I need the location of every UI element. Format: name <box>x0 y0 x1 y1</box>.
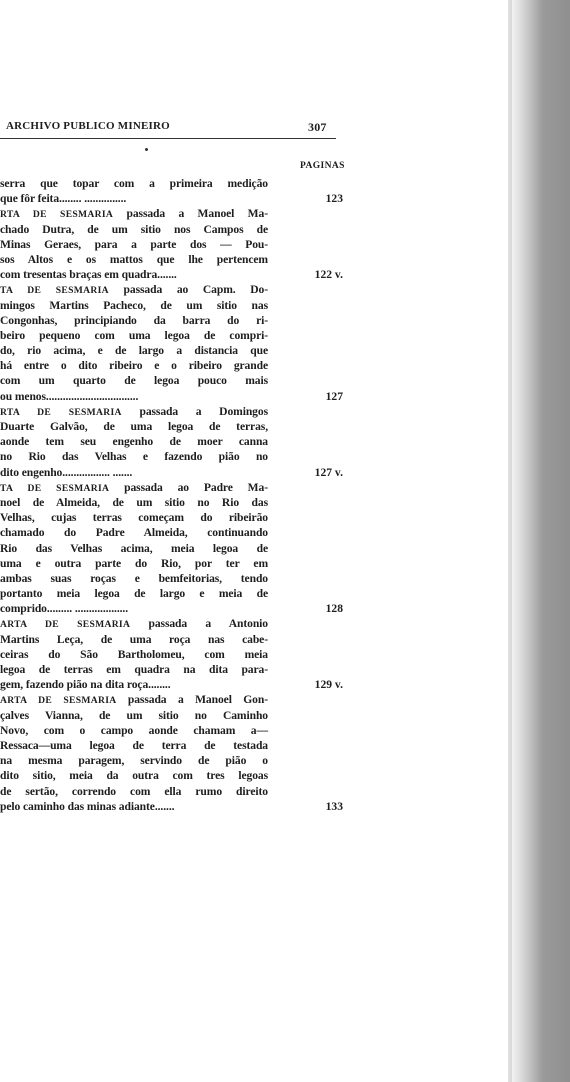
running-title: ARCHIVO PUBLICO MINEIRO <box>6 120 170 132</box>
entry-text: do, rio acima, e de largo a distancia que <box>0 344 268 358</box>
entry-line <box>0 495 268 510</box>
page-reference: 128 <box>325 602 343 616</box>
entry-text: legoa de terras em quadra na dita para- <box>0 663 268 676</box>
entry-line <box>0 662 268 677</box>
page-reference: 123 <box>325 192 343 206</box>
entry-line <box>0 541 268 556</box>
index-entry <box>0 282 345 404</box>
entry-text: Congonhas, principiando da barra do ri- <box>0 313 268 327</box>
entry-line <box>0 404 268 419</box>
entry-text: ou menos................................. <box>0 389 139 403</box>
entry-text: dito sitio, meia da outra com tres legoas <box>0 769 268 783</box>
entry-line <box>0 753 268 768</box>
page-reference: 133 <box>325 799 343 813</box>
page-reference: 129 v. <box>314 678 343 692</box>
entry-line <box>0 799 268 814</box>
entry-line <box>0 373 268 388</box>
entry-text: na mesma paragem, servindo de pião o <box>0 754 268 768</box>
index-entry <box>0 404 345 480</box>
entry-text: há entre o dito ribeiro e o ribeiro grande <box>0 359 268 373</box>
entry-line <box>0 768 268 783</box>
entry-text: Ressaca—uma legoa de terra de testada <box>0 738 268 752</box>
entry-text: passada ao Padre Ma- <box>109 480 268 494</box>
entry-line <box>0 525 268 540</box>
entry-text: Minas Geraes, para a parte dos — Pou- <box>0 237 268 251</box>
entry-line <box>0 738 268 753</box>
printer-dot <box>145 148 148 151</box>
page-edge <box>508 0 512 1082</box>
entry-text: passada a Domingos <box>121 404 268 418</box>
entry-text: pelo caminho das minas adiante....... <box>0 799 175 813</box>
entry-text: chado Dutra, de um sitio nos Campos de <box>0 222 268 236</box>
entry-line <box>0 723 268 738</box>
entry-line <box>0 632 268 647</box>
entry-line <box>0 419 268 434</box>
index-entry <box>0 480 345 617</box>
entry-text: uma e outra parte do Rio, por ter em <box>0 556 268 570</box>
paginas-column-heading: PAGINAS <box>300 161 345 171</box>
entry-text: dito engenho................. ....... <box>0 465 133 479</box>
entry-text: mingos Martins Pacheco, de um sitio nas <box>0 298 268 312</box>
index-entry <box>0 692 345 814</box>
entry-line <box>0 222 268 237</box>
entry-text: çalves Vianna, de um sitio no Caminho <box>0 708 268 722</box>
entry-line <box>0 692 268 707</box>
entry-text: aonde tem seu engenho de moer canna <box>0 435 268 449</box>
entry-text: que fôr feita........ ............... <box>0 192 127 206</box>
entry-line <box>0 434 268 449</box>
entry-text: passada ao Capm. Do- <box>108 283 268 297</box>
entry-line <box>0 586 268 601</box>
entry-line <box>0 252 268 267</box>
entry-line <box>0 313 268 328</box>
entry-line <box>0 510 268 525</box>
entry-lead-smallcaps: ARTA DE SESMARIA <box>0 619 131 631</box>
index-entry <box>0 616 345 692</box>
entry-text: chamado do Padre Almeida, continuando <box>0 526 268 540</box>
entry-line <box>0 389 268 404</box>
entry-line <box>0 556 268 571</box>
entry-text: comprido......... ................... <box>0 602 129 616</box>
entry-line <box>0 267 268 282</box>
entry-text: serra que topar com a primeira medição <box>0 177 268 190</box>
entry-text: portanto meia legoa de largo e meia de <box>0 587 268 601</box>
entry-line <box>0 708 268 723</box>
page-number: 307 <box>308 120 327 134</box>
entry-text: sos Altos e os mattos que lhe pertencem <box>0 252 268 266</box>
entry-line <box>0 176 268 191</box>
entry-text: noel de Almeida, de um sitio no Rio das <box>0 495 268 509</box>
index-entries <box>0 176 345 814</box>
entry-line <box>0 298 268 313</box>
entry-line <box>0 571 268 586</box>
entry-line <box>0 677 268 692</box>
entry-line <box>0 465 268 480</box>
entry-text: Novo, com o campo aonde chamam a— <box>0 723 268 737</box>
entry-line <box>0 358 268 373</box>
entry-line <box>0 191 268 206</box>
entry-text: passada a Manoel Gon- <box>116 693 268 707</box>
index-entry <box>0 176 345 206</box>
entry-line <box>0 237 268 252</box>
page-reference: 122 v. <box>314 268 343 282</box>
entry-text: de sertão, correndo com ella rumo direito <box>0 784 268 798</box>
book-gutter-shadow <box>510 0 570 1082</box>
header-rule <box>0 138 336 139</box>
entry-line <box>0 647 268 662</box>
entry-lead-smallcaps: RTA DE SESMARIA <box>0 209 114 221</box>
entry-lead-smallcaps: RTA DE SESMARIA <box>0 406 122 418</box>
entry-line <box>0 282 268 297</box>
running-head <box>0 120 340 138</box>
entry-text: Velhas, cujas terras começam do ribeirão <box>0 511 268 525</box>
entry-text: gem, fazendo pião na dita roça........ <box>0 678 171 692</box>
entry-text: com um quarto de legoa pouco mais <box>0 374 268 388</box>
entry-lead-smallcaps: TA DE SESMARIA <box>0 482 110 494</box>
entry-text: beiro pequeno com uma legoa de compri- <box>0 328 268 342</box>
entry-lead-smallcaps: TA DE SESMARIA <box>0 285 109 297</box>
entry-line <box>0 449 268 464</box>
entry-text: no Rio das Velhas e fazendo pião no <box>0 450 268 464</box>
entry-line <box>0 206 268 221</box>
entry-text: Martins Leça, de uma roça nas cabe- <box>0 632 268 646</box>
entry-text: ceiras do São Bartholomeu, com meia <box>0 647 268 661</box>
entry-text: Rio das Velhas acima, meia legoa de <box>0 541 268 555</box>
page-reference: 127 v. <box>314 465 343 479</box>
entry-lead-smallcaps: ARTA DE SESMARIA <box>0 695 117 707</box>
index-entry <box>0 206 345 282</box>
entry-line <box>0 328 268 343</box>
page-reference: 127 <box>325 389 343 403</box>
entry-line <box>0 343 268 358</box>
entry-text: passada a Antonio <box>130 617 269 631</box>
entry-text: passada a Manoel Ma- <box>113 207 268 221</box>
entry-text: Duarte Galvão, de uma legoa de terras, <box>0 420 268 433</box>
entry-text: com tresentas braças em quadra....... <box>0 268 177 282</box>
entry-line <box>0 784 268 799</box>
entry-line <box>0 616 268 631</box>
entry-line <box>0 480 268 495</box>
entry-text: ambas suas roças e bemfeitorias, tendo <box>0 571 268 585</box>
entry-line <box>0 601 268 616</box>
